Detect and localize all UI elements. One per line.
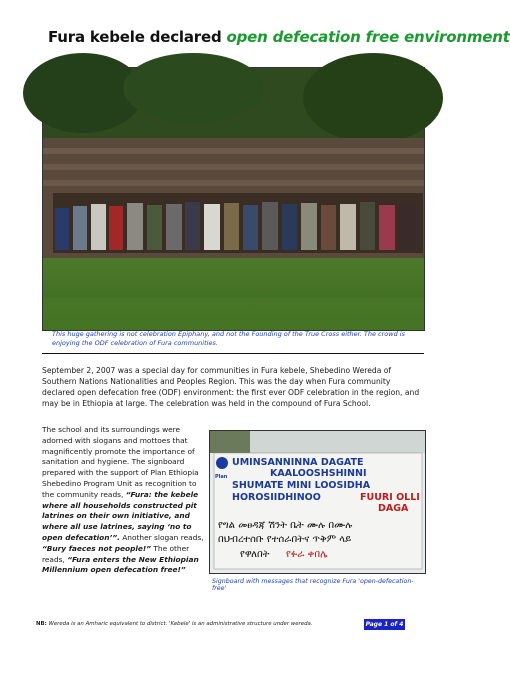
signboard-line1: UMINSANNINNA DAGATE xyxy=(232,457,364,468)
slogan-1: “Fura: the kebele where all households constructed pit latrines on their own initiative, and where all use latrines, saying ‘no to open defecation’”. xyxy=(42,489,199,542)
signboard-logo: Plan xyxy=(215,474,228,480)
title-main: Fura kebele declared xyxy=(48,28,222,46)
page-number-badge: Page 1 of 4 xyxy=(365,621,404,628)
page-title xyxy=(48,28,510,46)
signboard-caption: Signboard with messages that recognize Fura 'open-defecation-free' xyxy=(212,578,414,592)
crowd-photo xyxy=(42,67,425,331)
title-accent: open defecation free environment xyxy=(226,28,510,46)
signboard-line4a: HOROSIIDHINOO xyxy=(232,492,321,503)
body-mid2: The other reads, xyxy=(42,543,190,564)
photo-caption: This huge gathering is not celebration Epiphany, and not the Founding of the True Cross either. The crowd is enjoying the ODF celebration of Fura communities. xyxy=(52,330,405,347)
slogan-3: “Fura enters the New Ethiopian Millennium open defecation free!” xyxy=(42,554,199,575)
slogan-2: “Bury faeces not people!” xyxy=(42,543,152,553)
plan-logo-icon xyxy=(216,457,228,469)
footnote-text: Wereda is an Amharic equivalent to district. 'Kebele' is an administrative structure under wereda. xyxy=(46,621,313,627)
signboard-photo xyxy=(209,430,426,574)
signboard-amharic-3a: የዋለበት xyxy=(240,549,270,560)
body-paragraph xyxy=(42,425,205,576)
body-intro: The school and its surroundings were adorned with slogans and mottoes that magnificently promote the importance of sanitation and hygiene. The signboard prepared with the support of Plan Ethiopia Shebedino Program Unit as recognition to the community reads, xyxy=(42,425,199,499)
footnote-label: NB: xyxy=(36,621,47,627)
signboard-amharic-2: በህብረተሰቡ የተሰራበትና ጥቅም ላይ xyxy=(218,534,352,545)
body-mid: Another slogan reads, xyxy=(119,532,204,542)
footnote xyxy=(36,621,313,627)
signboard-line4b: FUURI OLLI xyxy=(360,492,420,503)
divider xyxy=(42,353,424,354)
signboard-line3: SHUMATE MINI LOOSIDHA xyxy=(232,480,371,491)
signboard-amharic-3b: የፉራ ቀበሌ xyxy=(286,549,328,560)
signboard-amharic-1: የግል መፀዳጃ ሽንት ቤት ሙሉ በሙሉ xyxy=(218,520,353,531)
signboard-line2: KAALOOSHSHINNI xyxy=(270,468,367,479)
signboard-line5: DAGA xyxy=(378,503,409,514)
intro-paragraph: September 2, 2007 was a special day for communities in Fura kebele, Shebedino Wereda of Southern Nations Nationalities and Peoples Region. This was the day when Fura community declared open defecation free (ODF) environment: the first ever ODF celebration in the region, and may be in Ethiopia at large. The celebration was held in the compound of Fura School. xyxy=(42,366,420,408)
